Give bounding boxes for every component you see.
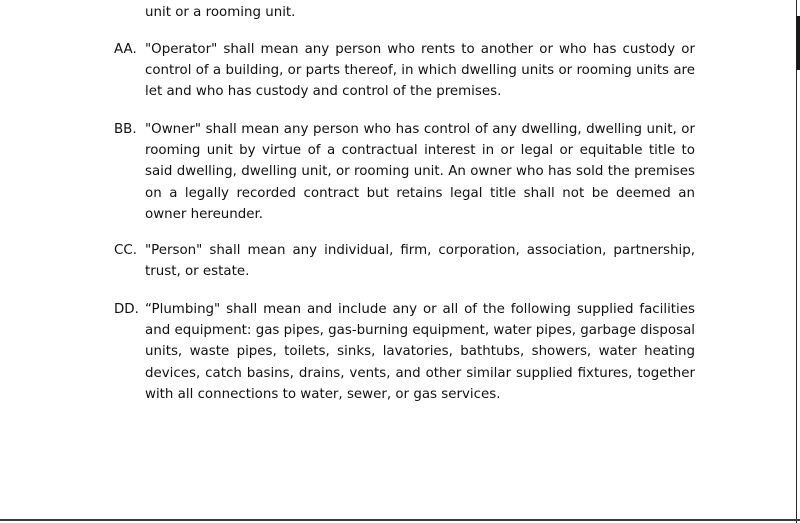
scan-edge-mark [796,16,800,70]
carry-over-line: unit or a rooming unit. [145,5,296,20]
definition-item-operator [114,39,695,103]
definition-text: "Person" shall mean any individual, firm, corporation, association, partnership, trust, or estate. [145,243,695,280]
definition-label: DD. [114,302,139,317]
definition-text: "Owner" shall mean any person who has control of any dwelling, dwelling unit, or rooming unit by virtue of a contractual interest in or legal or equitable title to said dwelling, dwelling unit, or rooming unit. An owner who has sold the premises on a legally recorded contract but retains legal title shall not be deemed an owner hereunder. [145,122,695,222]
scan-bottom-edge [0,519,800,521]
definition-item-plumbing [114,299,695,405]
definition-label: CC. [114,243,137,258]
definition-text: "Operator" shall mean any person who rents to another or who has custody or control of a building, or parts thereof, in which dwelling units or rooming units are let and who has custody and control of the premises. [145,42,695,100]
definition-label: AA. [114,42,137,57]
definition-text: “Plumbing" shall mean and include any or all of the following supplied facilities and equipment: gas pipes, gas-burning equipment, water pipes, garbage disposal units, waste pipes, toilets, sinks, lavatories, bathtubs, showers, water heating devices, catch basins, drains, vents, and other similar supplied fixtures, together with all connections to water, sewer, or gas services. [145,302,695,402]
scan-right-edge [796,0,797,523]
definition-item-person [114,240,695,282]
definition-item-owner [114,119,695,225]
definition-label: BB. [114,122,137,137]
